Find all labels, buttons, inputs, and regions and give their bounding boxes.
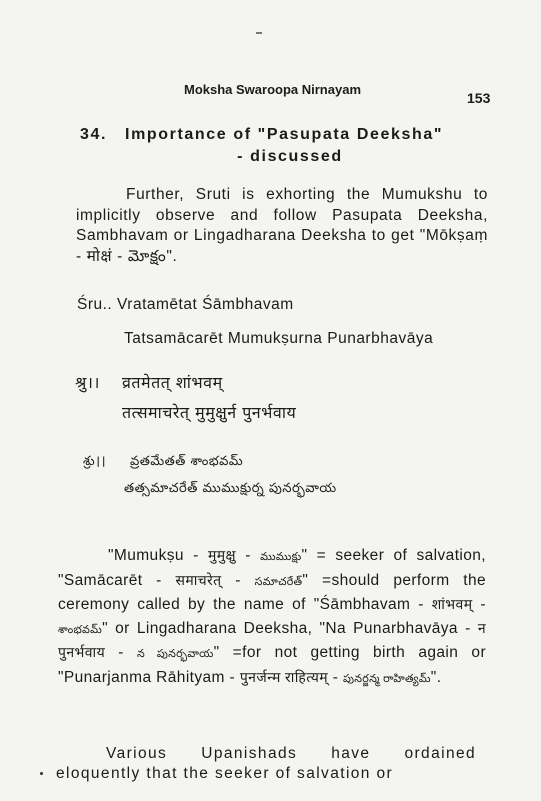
sruti-telugu-prefix: శ్రు।।	[83, 454, 107, 469]
gloss-telugu: పునర్జన్మ రాహిత్యమ్	[343, 672, 431, 685]
sruti-roman-text-1: Vratamētat Śāmbhavam	[117, 296, 294, 313]
gloss-text: -	[105, 644, 138, 662]
running-header: Moksha Swaroopa Nirnayam	[184, 82, 361, 97]
sruti-telugu-line-2: తత్సమాచరేత్ ముముక్షుర్న పునర్భవాయ	[124, 481, 337, 496]
paragraph-intro-text: Further, Sruti is exhorting the Mumukshu to implicitly observe and follow Pasupata Deeksha, Sambhavam or Lingadharana Deeksha to get "Mōkṣaṃ - मोक्षं - మోక్షం".	[76, 186, 488, 265]
gloss-text: " = seeker of salvation, "Samācarēt -	[58, 547, 486, 589]
sruti-telugu-line-1	[83, 454, 243, 472]
gloss-devanagari: समाचरेत्	[175, 571, 222, 588]
paragraph-upanishads-text: Various Upanishads have ordained eloquently that the seeker of salvation or	[56, 745, 476, 782]
section-heading	[80, 124, 500, 168]
section-title: Importance of "Pasupata Deeksha"	[125, 126, 444, 143]
gloss-devanagari: मुमुक्षु	[208, 547, 236, 563]
gloss-devanagari: न पुनर्भवाय	[58, 619, 486, 661]
gloss-telugu: న పునర్భవాయ	[137, 648, 214, 661]
gloss-text: -	[221, 571, 255, 589]
sruti-telugu-text-1: వ్రతమేతత్ శాంభవమ్	[130, 454, 244, 469]
paragraph-intro	[76, 185, 488, 267]
sruti-devanagari-prefix: श्रु।।	[75, 373, 100, 392]
gloss-text: -	[472, 596, 486, 614]
section-number: 34.	[80, 126, 108, 143]
scan-mark	[256, 32, 262, 34]
margin-dot	[40, 772, 43, 775]
gloss-text: -	[328, 668, 343, 686]
sruti-devanagari-line-2: तत्समाचरेत् मुमुक्षुर्न पुनर्भवाय	[122, 403, 297, 422]
sruti-devanagari-line-1	[75, 371, 223, 393]
gloss-text: " =for not getting birth again or "Punarjanma Rāhityam -	[58, 644, 487, 686]
sruti-roman-line-1	[77, 296, 294, 314]
gloss-text: " or Lingadharana Deeksha, "Na Punarbhavāya -	[102, 619, 478, 637]
paragraph-glossary	[58, 544, 486, 691]
page-number: 153	[467, 90, 491, 106]
gloss-telugu: సమాచరేత్	[254, 575, 303, 588]
gloss-telugu: ముముక్షు	[260, 551, 302, 563]
gloss-devanagari: पुनर्जन्म राहित्यम्	[239, 668, 329, 685]
gloss-text: " =should perform the ceremony called by the name of "Śāmbhavam -	[58, 571, 486, 614]
sruti-roman-line-2: Tatsamācarēt Mumukṣurna Punarbhavāya	[124, 330, 434, 347]
gloss-devanagari: शांभवम्	[431, 596, 473, 613]
gloss-text: "Mumukṣu -	[108, 547, 208, 564]
gloss-text: -	[235, 547, 261, 564]
paragraph-upanishads	[56, 744, 476, 784]
gloss-telugu: శాంభవమ్	[58, 623, 103, 636]
section-subtitle: - discussed	[237, 148, 343, 165]
sruti-devanagari-text-1: व्रतमेतत् शांभवम्	[122, 373, 223, 392]
sruti-roman-prefix: Śru..	[77, 296, 113, 313]
gloss-text: ".	[430, 668, 442, 686]
